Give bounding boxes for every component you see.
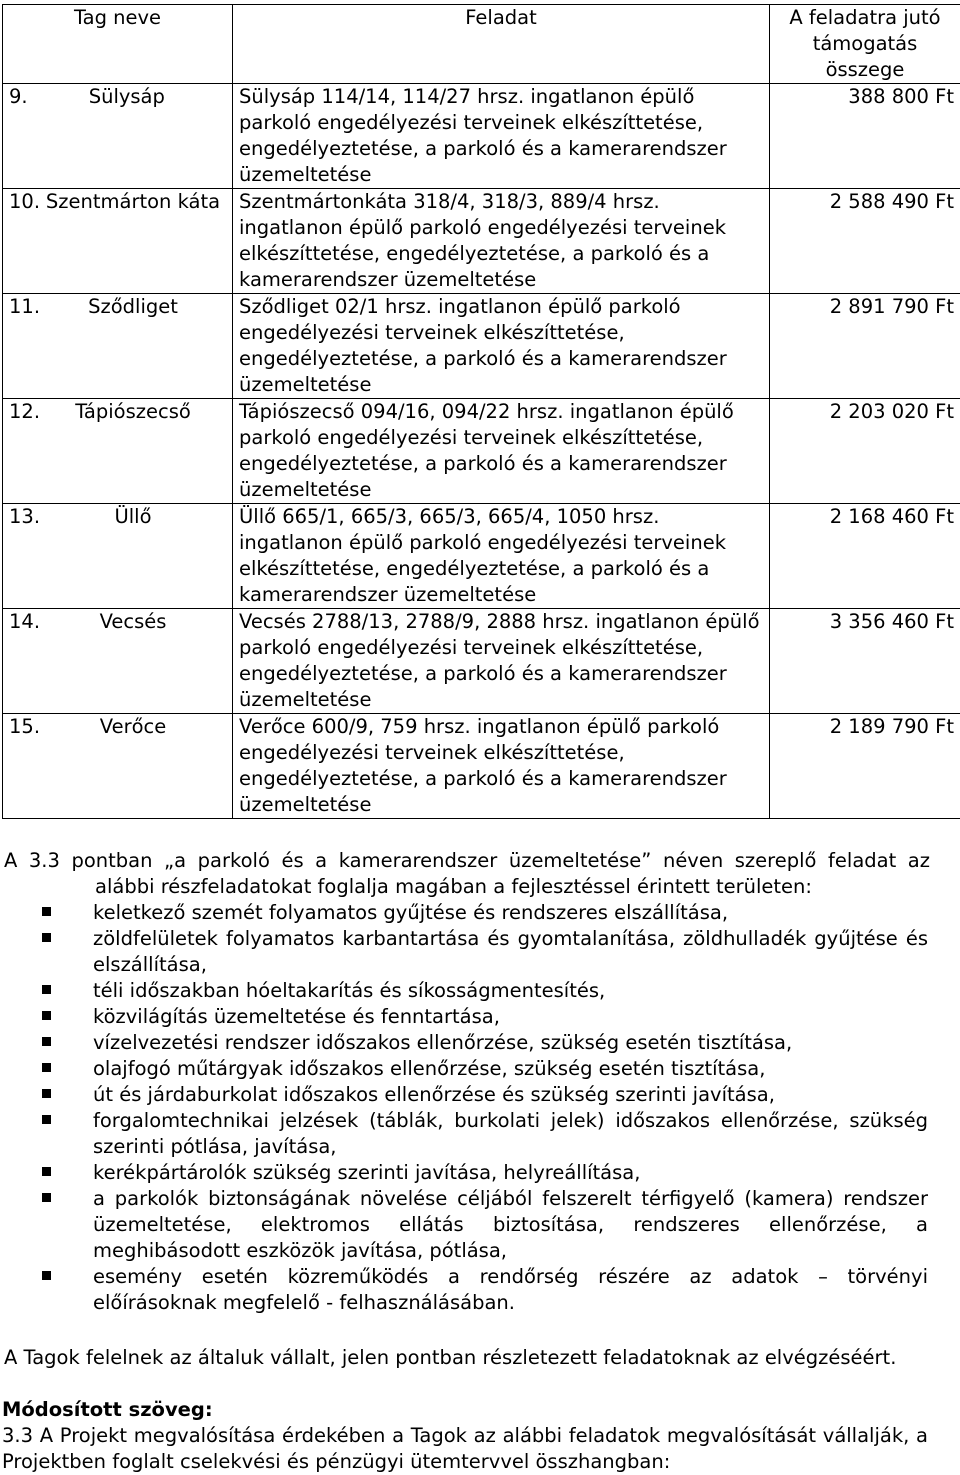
task-cell: Tápiószecső 094/16, 094/22 hrsz. ingatlanon épülő parkoló engedélyezési terveinek elkészíttetése, engedélyeztetése, a parkoló és a kamerarendszer üzemeltetése [233, 399, 770, 504]
amount-cell: 2 203 020 Ft [770, 399, 960, 504]
bullet-square-icon [42, 1011, 51, 1020]
table-row [3, 504, 960, 609]
list-item-text: keletkező szemét folyamatos gyűjtése és rendszeres elszállítása, [93, 901, 729, 924]
task-cell: Sződliget 02/1 hrsz. ingatlanon épülő parkoló engedélyezési terveinek elkészíttetése, engedélyeztetése, a parkoló és a kamerarendszer üzemeltetése [233, 294, 770, 399]
list-item [0, 1108, 960, 1160]
row-number: 13. [9, 505, 41, 528]
list-item [0, 1160, 960, 1186]
row-number: 14. [9, 610, 41, 633]
bullet-square-icon [42, 1193, 51, 1202]
list-item [0, 1082, 960, 1108]
list-item-text: téli időszakban hóeltakarítás és síkosságmentesítés, [93, 979, 606, 1002]
bullet-square-icon [42, 933, 51, 942]
list-item [0, 1264, 960, 1316]
amount-cell: 388 800 Ft [770, 84, 960, 189]
list-item [0, 1030, 960, 1056]
task-cell: Üllő 665/1, 665/3, 665/3, 665/4, 1050 hrsz. ingatlanon épülő parkoló engedélyezési terveinek elkészíttetése, engedélyeztetése, a parkoló és a kamerarendszer üzemeltetése [233, 504, 770, 609]
tag-cell [3, 609, 233, 714]
table-row [3, 189, 960, 294]
bullet-square-icon [42, 1037, 51, 1046]
tag-cell [3, 504, 233, 609]
list-item [0, 1186, 960, 1264]
task-cell: Sülysáp 114/14, 114/27 hrsz. ingatlanon épülő parkoló engedélyezési terveinek elkészíttetése, engedélyeztetése, a parkoló és a kamerarendszer üzemeltetése [233, 84, 770, 189]
table-row [3, 294, 960, 399]
row-number: 15. [9, 715, 41, 738]
table-row [3, 399, 960, 504]
list-item [0, 900, 960, 926]
list-item [0, 926, 960, 978]
intro-text: A 3.3 pontban „a parkoló és a kamerarendszer üzemeltetése” néven szereplő feladat az alábbi részfeladatokat foglalja magában a fejlesztéssel érintett területen: [4, 849, 930, 898]
list-item [0, 978, 960, 1004]
modified-heading: Módosított szöveg: [2, 1398, 213, 1421]
task-cell: Szentmártonkáta 318/4, 318/3, 889/4 hrsz. ingatlanon épülő parkoló engedélyezési terveinek elkészíttetése, engedélyeztetése, a parkoló és a kamerarendszer üzemeltetése [233, 189, 770, 294]
row-number: 12. [9, 400, 41, 423]
list-item [0, 1056, 960, 1082]
bullet-square-icon [42, 1115, 51, 1124]
table-row [3, 84, 960, 189]
tag-cell [3, 84, 233, 189]
bullet-square-icon [42, 907, 51, 916]
bullet-square-icon [42, 1271, 51, 1280]
list-item-text: a parkolók biztonságának növelése céljából felszerelt térfigyelő (kamera) rendszer üzemeltetése, elektromos ellátás biztosítása, rendszeres ellenőrzése, a meghibásodott eszközök javítása, pótlása, [93, 1187, 928, 1262]
tag-name: Sülysáp [88, 85, 165, 108]
amount-cell: 2 588 490 Ft [770, 189, 960, 294]
tag-name: Verőce [99, 715, 167, 738]
amount-cell: 3 356 460 Ft [770, 609, 960, 714]
support-table [2, 4, 960, 819]
list-item-text: forgalomtechnikai jelzések (táblák, burkolati jelek) időszakos ellenőrzése, szükség szerinti pótlása, javítása, [93, 1109, 928, 1158]
task-cell: Verőce 600/9, 759 hrsz. ingatlanon épülő parkoló engedélyezési terveinek elkészíttetése, engedélyeztetése, a parkoló és a kamerarendszer üzemeltetése [233, 714, 770, 819]
list-item-text: vízelvezetési rendszer időszakos ellenőrzése, szükség esetén tisztítása, [93, 1031, 793, 1054]
bullet-square-icon [42, 1063, 51, 1072]
subtask-list [0, 900, 960, 1316]
tagok-paragraph: A Tagok felelnek az általuk vállalt, jelen pontban részletezett feladatoknak az elvégzéséért. [4, 1346, 897, 1369]
amount-cell: 2 168 460 Ft [770, 504, 960, 609]
list-item-text: közvilágítás üzemeltetése és fenntartása, [93, 1005, 500, 1028]
tag-name: Sződliget [88, 295, 178, 318]
amount-cell: 2 891 790 Ft [770, 294, 960, 399]
amount-cell: 2 189 790 Ft [770, 714, 960, 819]
row-number: 11. [9, 295, 41, 318]
bullet-square-icon [42, 1089, 51, 1098]
list-item [0, 1004, 960, 1030]
list-item-text: zöldfelületek folyamatos karbantartása és gyomtalanítása, zöldhulladék gyűjtése és elszállítása, [93, 927, 928, 976]
list-item-text: kerékpártárolók szükség szerinti javítása, helyreállítása, [93, 1161, 641, 1184]
table-header-row [3, 5, 960, 84]
header-tag-name: Tag neve [3, 5, 233, 84]
list-item-text: esemény esetén közreműködés a rendőrség részére az adatok – törvényi előírásoknak megfelelő - felhasználásában. [93, 1265, 928, 1314]
bullet-square-icon [42, 985, 51, 994]
header-task: Feladat [233, 5, 770, 84]
list-item-text: olajfogó műtárgyak időszakos ellenőrzése, szükség esetén tisztítása, [93, 1057, 766, 1080]
row-number: 9. [9, 85, 28, 108]
bullet-square-icon [42, 1167, 51, 1176]
tag-cell [3, 189, 233, 294]
tag-cell [3, 714, 233, 819]
table-row [3, 609, 960, 714]
task-cell: Vecsés 2788/13, 2788/9, 2888 hrsz. ingatlanon épülő parkoló engedélyezési terveinek elkészíttetése, engedélyeztetése, a parkoló és a kamerarendszer üzemeltetése [233, 609, 770, 714]
row-number: 10. [9, 190, 41, 213]
tag-cell [3, 294, 233, 399]
list-item-text: út és járdaburkolat időszakos ellenőrzése és szükség szerinti javítása, [93, 1083, 775, 1106]
modified-paragraph: 3.3 A Projekt megvalósítása érdekében a Tagok az alábbi feladatok megvalósítását vállalják, a Projektben foglalt cselekvési és pénzügyi ütemtervvel összhangban: [2, 1424, 928, 1473]
tag-cell [3, 399, 233, 504]
tag-name: Szentmárton káta [45, 190, 221, 213]
tag-name: Vecsés [99, 610, 167, 633]
header-amount: A feladatra jutó támogatás összege [770, 5, 960, 84]
intro-paragraph [2, 848, 930, 900]
table-row [3, 714, 960, 819]
tag-name: Tápiószecső [75, 400, 191, 423]
tag-name: Üllő [114, 505, 152, 528]
